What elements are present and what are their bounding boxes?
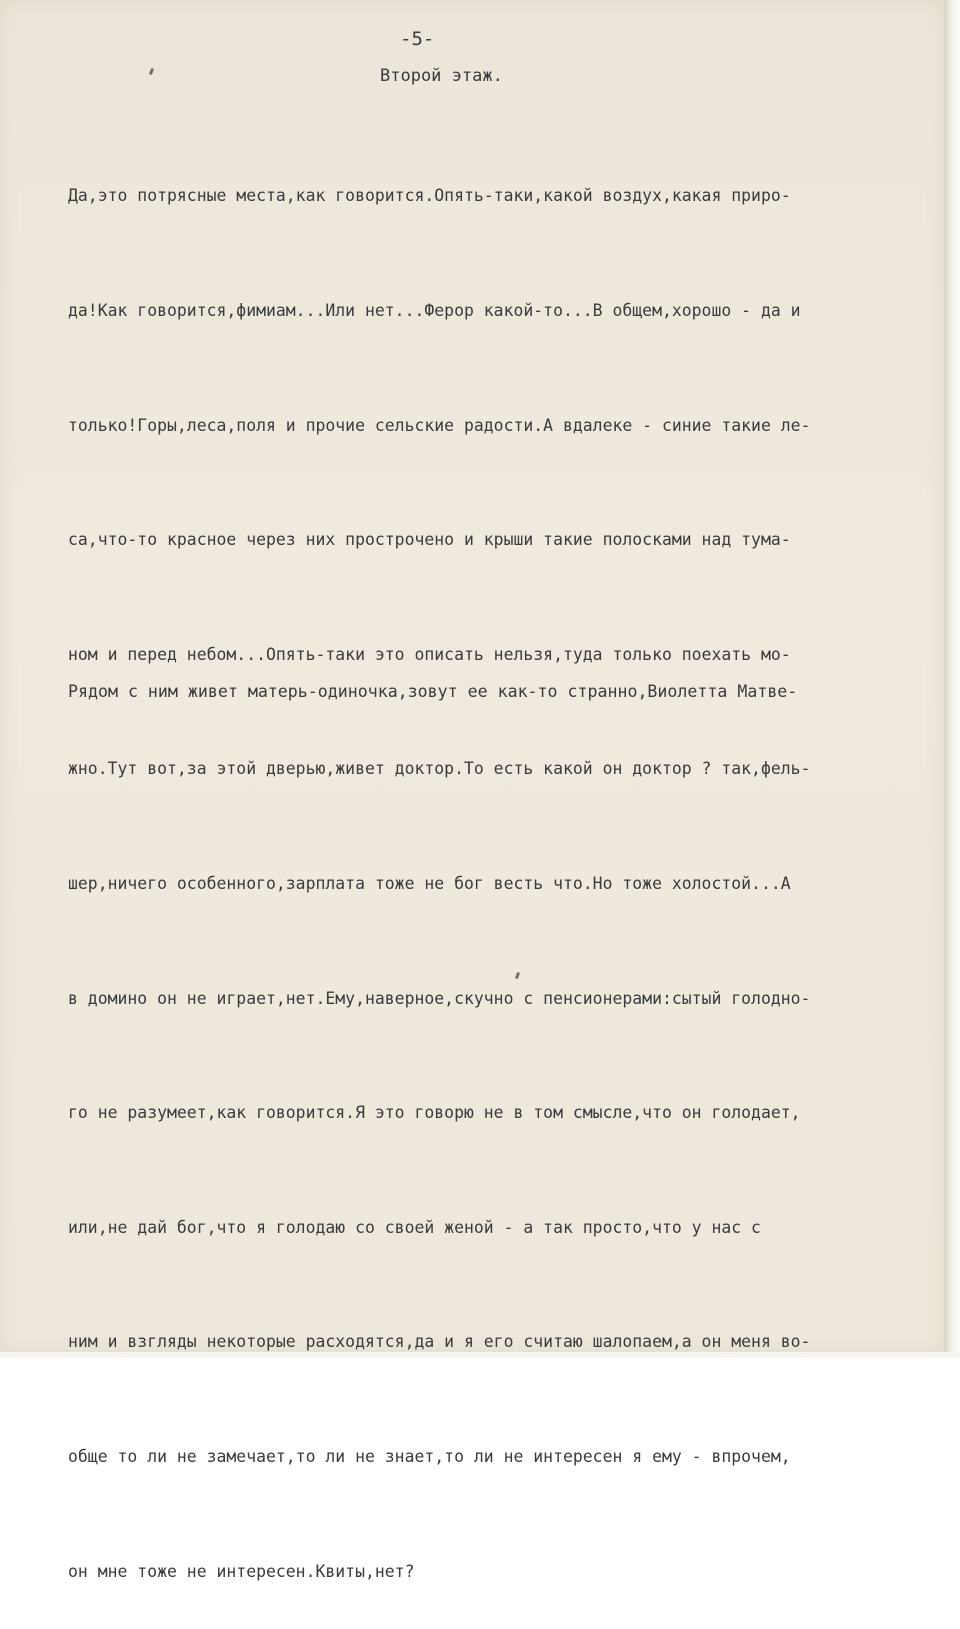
text-line: ном и перед небом...Опять-таки это описать нельзя,туда только поехать мо- — [68, 644, 791, 664]
text-line: Да,это потрясные места,как говорится.Опять-таки,какой воздух,какая приро- — [68, 186, 791, 206]
text-line: шер,ничего особенного,зарплата тоже не бог весть что.Но тоже холостой...А — [68, 873, 791, 893]
text-line: только!Горы,леса,поля и прочие сельские радости.А вдалеке - синие такие ле- — [68, 415, 811, 435]
text-line: са,что-то красное через них прострочено и крыши такие полосками над тума- — [68, 530, 791, 550]
section-heading: Второй этаж. — [380, 66, 503, 86]
paragraph-1 — [68, 101, 948, 1629]
paragraph-2 — [68, 597, 797, 750]
text-line: ним и взгляды некоторые расходятся,да и я его считаю шалопаем,а он меня во- — [68, 1332, 811, 1352]
text-line: в домино он не играет,нет.Ему,наверное,скучно с пенсионерами:сытый голодно- — [68, 988, 811, 1008]
text-line: или,не дай бог,что я голодаю со своей женой - а так просто,что у нас с — [68, 1217, 761, 1237]
text-line: он мне тоже не интересен.Квиты,нет? — [68, 1561, 415, 1581]
text-line: Рядом с ним живет матерь-одиночка,зовут ее как-то странно,Виолетта Матве- — [68, 682, 798, 702]
text-line: обще то ли не замечает,то ли не знает,то ли не интересен я ему - впрочем, — [68, 1446, 791, 1466]
text-line: да!Как говорится,фимиам...Или нет...Ферор какой-то...В общем,хорошо - да и — [68, 301, 801, 320]
text-line: жно.Тут вот,за этой дверью,живет доктор.То есть какой он доктор ? так,фель- — [68, 759, 811, 779]
text-line: го не разумеет,как говорится.Я это говорю не в том смысле,что он голодает, — [68, 1103, 801, 1123]
page-number: -5- — [400, 28, 435, 50]
